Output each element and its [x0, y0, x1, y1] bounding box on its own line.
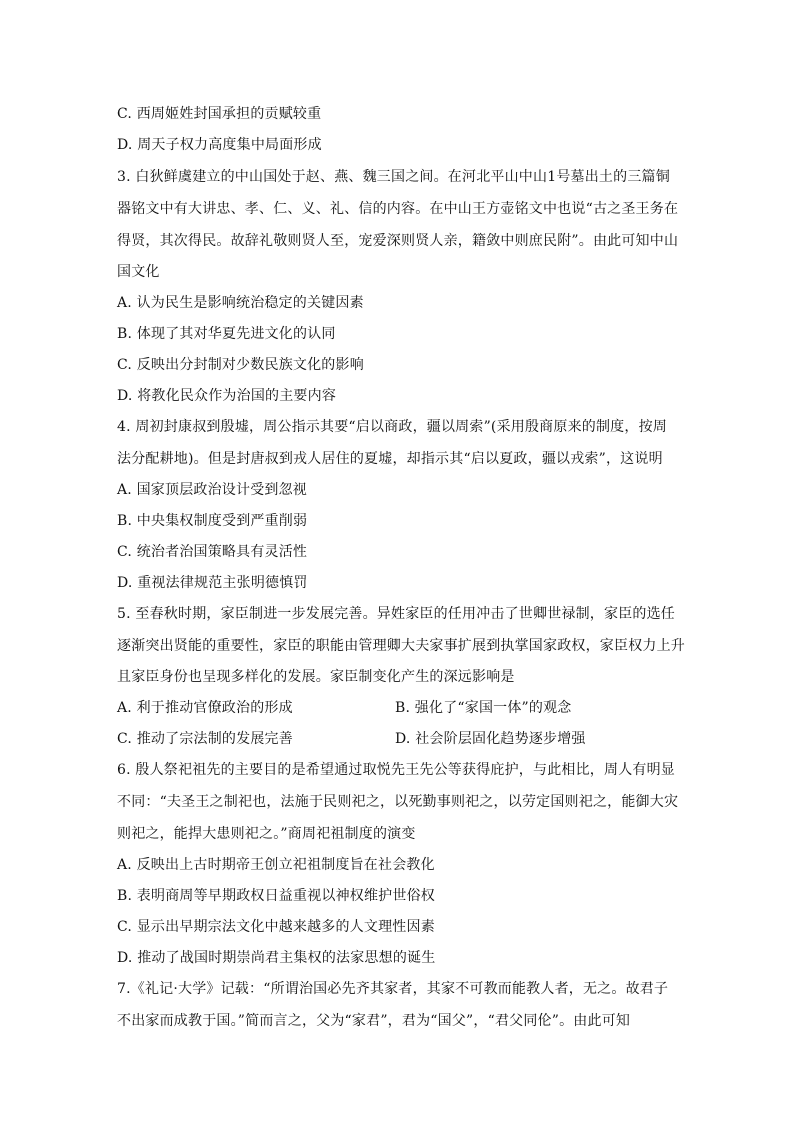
q3-option-a: A. 认为民生是影响统治稳定的关键因素 [117, 295, 364, 311]
q7-stem-line: 7.《礼记·大学》记载：“所谓治国必先齐其家者，其家不可教而能教人者，无之。故君子 [117, 981, 669, 997]
q3-option-b: B. 体现了其对华夏先进文化的认同 [117, 326, 336, 342]
q5-option-c: C. 推动了宗法制的发展完善 [117, 731, 293, 747]
q4-stem-line: 法分配耕地)。但是封唐叔到戎人居住的夏墟，却指示其“启以夏政，疆以戎索”，这说明 [117, 451, 663, 467]
q6-stem-line: 6. 殷人祭祀祖先的主要目的是希望通过取悦先王先公等获得庇护，与此相比，周人有明显 [117, 762, 676, 778]
q6-stem-line: 不同：“夫圣王之制祀也，法施于民则祀之，以死勤事则祀之，以劳定国则祀之，能御大灾 [117, 794, 679, 810]
q3-stem-line: 得贤，其次得民。故辞礼敬则贤人至，宠爱深则贤人亲，籍敛中则庶民附”。由此可知中山 [117, 233, 679, 249]
q3-stem-line: 国文化 [117, 264, 160, 280]
q3-option-d: D. 将教化民众作为治国的主要内容 [117, 388, 337, 404]
q6-option-a: A. 反映出上古时期帝王创立祀祖制度旨在社会教化 [117, 857, 435, 873]
q4-stem-line: 4. 周初封康叔到殷墟，周公指示其要“启以商政，疆以周索”(采用殷商原来的制度，按周 [117, 419, 667, 435]
q6-option-c: C. 显示出早期宗法文化中越来越多的人文理性因素 [117, 919, 435, 935]
q4-option-c: C. 统治者治国策略具有灵活性 [117, 544, 308, 560]
q6-option-b: B. 表明商周等早期政权日益重视以神权维护世俗权 [117, 888, 435, 904]
q3-stem-line: 3. 白狄鲜虞建立的中山国处于赵、燕、魏三国之间。在河北平山中山1号墓出土的三篇铜 [117, 169, 670, 185]
q5-stem-line: 逐渐突出贤能的重要性，家臣的职能由管理卿大夫家事扩展到执掌国家政权，家臣权力上升 [117, 638, 685, 654]
q2-option-d: D. 周天子权力高度集中局面形成 [117, 137, 322, 153]
q5-option-b: B. 强化了“家国一体”的观念 [395, 700, 572, 716]
q5-option-a: A. 利于推动官僚政治的形成 [117, 700, 293, 716]
q7-stem-line: 不出家而成教于国。”简而言之，父为“家君”，君为“国父”，“君父同伦”。由此可知 [117, 1013, 631, 1029]
q5-stem-line: 5. 至春秋时期，家臣制进一步发展完善。异姓家臣的任用冲击了世卿世禄制，家臣的选任 [117, 606, 676, 622]
q3-option-c: C. 反映出分封制对少数民族文化的影响 [117, 357, 364, 373]
q4-option-a: A. 国家顶层政治设计受到忽视 [117, 482, 308, 498]
q6-stem-line: 则祀之，能捍大患则祀之。”商周祀祖制度的演变 [117, 826, 416, 842]
q5-stem-line: 且家臣身份也呈现多样化的发展。家臣制变化产生的深远影响是 [117, 669, 515, 685]
q3-stem-line: 器铭文中有大讲忠、孝、仁、义、礼、信的内容。在中山王方壶铭文中也说“古之圣王务在 [117, 201, 679, 217]
q6-option-d: D. 推动了战国时期崇尚君主集权的法家思想的诞生 [117, 950, 436, 966]
q4-option-b: B. 中央集权制度受到严重削弱 [117, 513, 308, 529]
q4-option-d: D. 重视法律规范主张明德慎罚 [117, 575, 308, 591]
q2-option-c: C. 西周姬姓封国承担的贡赋较重 [117, 106, 322, 122]
q5-option-d: D. 社会阶层固化趋势逐步增强 [395, 731, 586, 747]
